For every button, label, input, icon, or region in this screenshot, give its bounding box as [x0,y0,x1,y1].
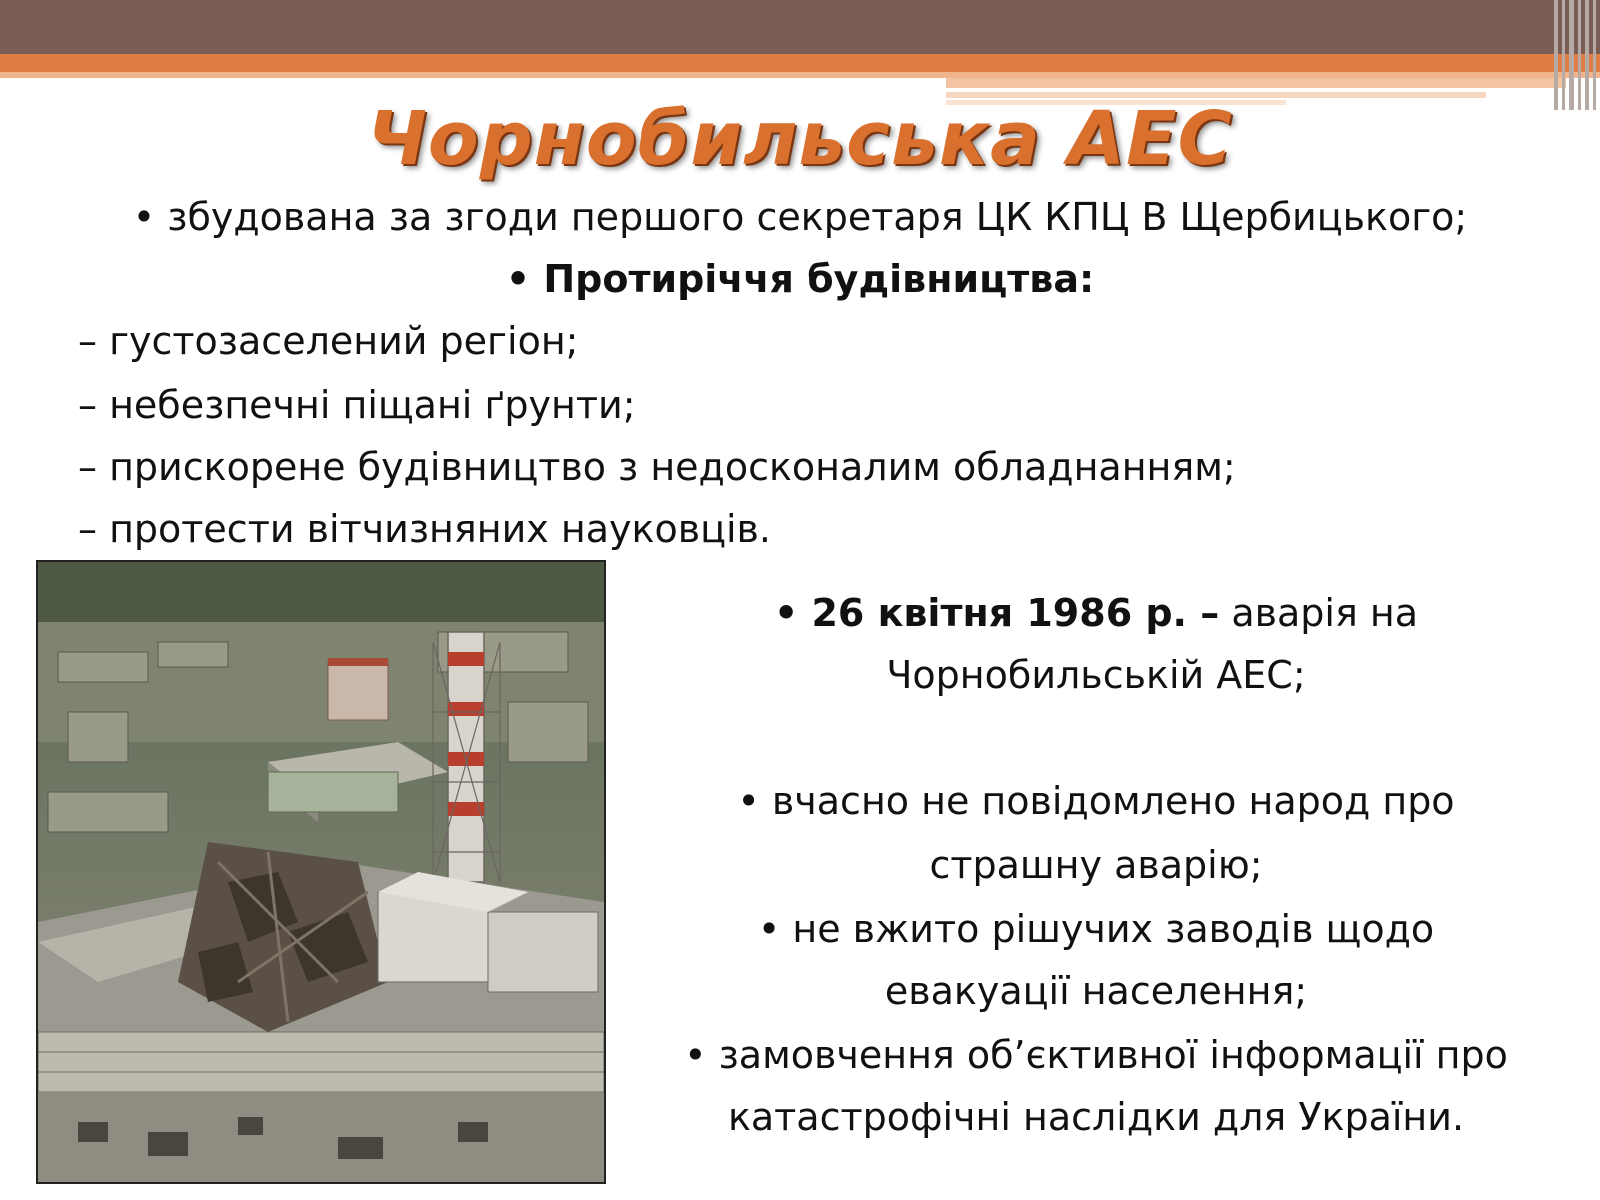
construction-note: • збудована за згоди першого секретаря ЦК КПЦ В Щербицького; [132,195,1468,239]
slide-title: Чорнобильська АЕС [367,96,1233,182]
chernobyl-plant-photo [36,560,606,1184]
consequence-line: • не вжито рішучих заводів щодо [757,907,1435,951]
accident-date-line: • 26 квітня 1986 р. – аварія на [773,591,1419,635]
accident-place-line: Чорнобильській АЕС; [886,653,1306,697]
consequence-line: катастрофічні наслідки для України. [727,1095,1465,1139]
header-accent-band [0,54,1600,72]
consequence-line: • вчасно не повідомлено народ про [737,779,1455,823]
header-band [0,0,1600,54]
consequence-line: евакуації населення; [884,969,1308,1013]
list-item: – густозаселений регіон; [78,319,579,363]
list-item: – протести вітчизняних науковців. [78,507,771,551]
contradictions-heading: • Протиріччя будівництва: [505,257,1095,301]
list-item: – небезпечні піщані ґрунти; [78,383,636,427]
consequence-line: • замовчення об’єктивної інформації про [684,1033,1508,1077]
header-decor-line [946,78,1566,88]
list-item: – прискорене будівництво з недосконалим обладнанням; [78,445,1236,489]
consequence-line: страшну аварію; [929,843,1263,887]
